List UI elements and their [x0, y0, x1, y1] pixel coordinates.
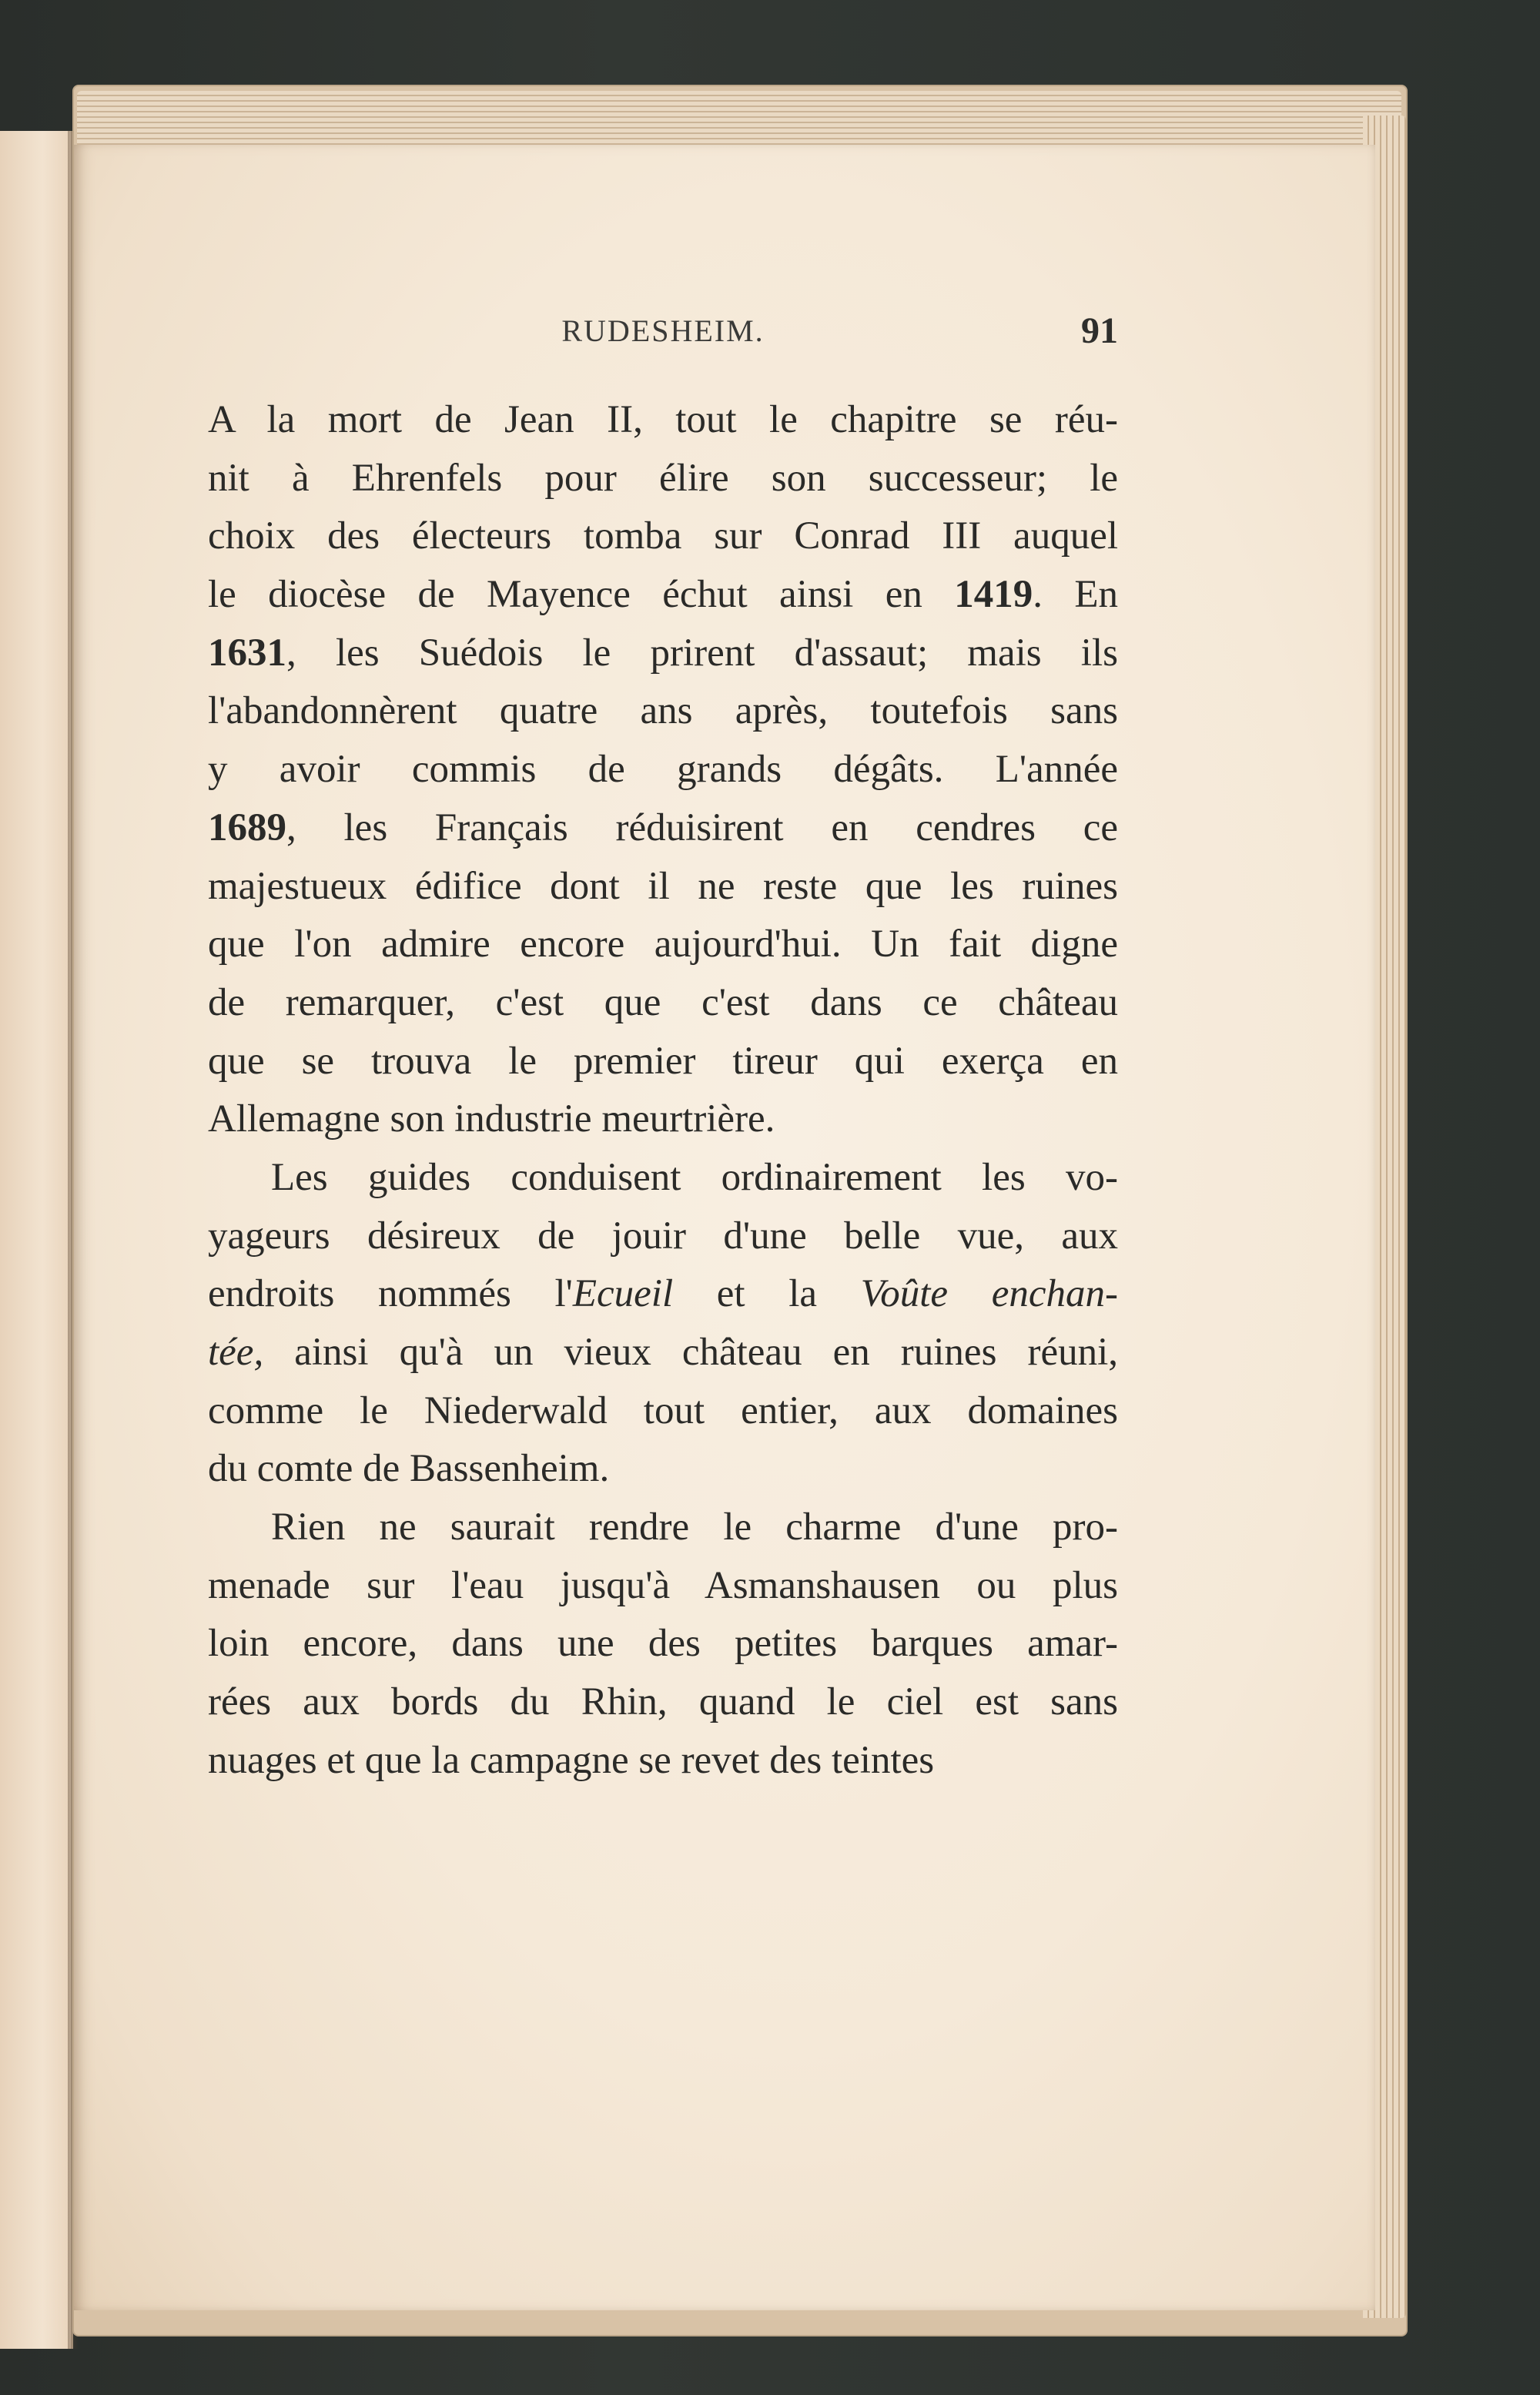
- text-line: [208, 1382, 1118, 1441]
- text-line: [208, 1615, 1118, 1673]
- text-line: [208, 741, 1118, 799]
- text-run: de remarquer, c'est que c'est dans ce château: [208, 980, 1118, 1024]
- paragraph: [208, 1499, 1118, 1790]
- text-run: endroits nommés l': [208, 1272, 573, 1316]
- text-run: Rien ne saurait rendre le charme d'une pro-: [271, 1506, 1118, 1549]
- text-line: [208, 566, 1118, 625]
- text-line: [208, 1673, 1118, 1732]
- text-line: [208, 625, 1118, 683]
- text-line: [208, 1208, 1118, 1266]
- text-run: Les guides conduisent ordinairement les vo-: [271, 1155, 1118, 1199]
- facing-page-edge: [0, 131, 73, 2349]
- text-run: Voûte enchan-: [860, 1272, 1118, 1316]
- text-run: A la mort de Jean II, tout le chapitre se réu-: [208, 398, 1118, 441]
- page-stack-top-edges: [77, 91, 1401, 152]
- text-run: rées aux bords du Rhin, quand le ciel est sans: [208, 1680, 1118, 1724]
- text-line: [208, 682, 1118, 741]
- text-run: du comte de Bassenheim.: [208, 1447, 610, 1491]
- paragraph: [208, 1149, 1118, 1499]
- text-run: menade sur l'eau jusqu'à Asmanshausen ou plus: [208, 1563, 1118, 1607]
- text-run: 1689: [208, 806, 286, 849]
- text-run: yageurs désireux de jouir d'une belle vue, aux: [208, 1214, 1118, 1258]
- text-run: . En: [1033, 573, 1118, 617]
- text-line: [208, 1265, 1118, 1324]
- text-line: [208, 1149, 1118, 1208]
- text-run: Ecueil: [572, 1272, 674, 1316]
- text-run: et la: [673, 1272, 861, 1316]
- text-run: loin encore, dans une des petites barques amar-: [208, 1622, 1118, 1666]
- text-run: nuages et que la campagne se revet des teintes: [208, 1738, 935, 1782]
- text-line: [208, 1090, 1118, 1149]
- text-run: que l'on admire encore aujourd'hui. Un fait digne: [208, 923, 1118, 966]
- text-line: [208, 858, 1118, 916]
- text-run: , les Suédois le prirent d'assaut; mais ils: [286, 631, 1118, 675]
- text-run: 1631: [208, 631, 286, 675]
- text-run: nit à Ehrenfels pour élire son successeur; le: [208, 456, 1118, 500]
- text-line: [208, 1732, 1118, 1790]
- text-line: [208, 391, 1118, 450]
- running-header: [208, 308, 1118, 354]
- page-number: 91: [1081, 310, 1118, 351]
- text-run: 1419: [954, 573, 1033, 617]
- text-line: [208, 1557, 1118, 1616]
- paragraph: [208, 391, 1118, 1149]
- text-run: , les Français réduisirent en cendres ce: [286, 806, 1118, 849]
- text-line: [208, 1499, 1118, 1557]
- text-line: [208, 507, 1118, 566]
- text-line: [208, 1033, 1118, 1091]
- text-run: ainsi qu'à un vieux château en ruines réuni,: [263, 1331, 1118, 1374]
- text-run: y avoir commis de grands dégâts. L'année: [208, 748, 1118, 792]
- text-line: [208, 974, 1118, 1033]
- body-text: [208, 391, 1118, 1790]
- text-line: [208, 1440, 1118, 1499]
- text-run: le diocèse de Mayence échut ainsi en: [208, 573, 955, 617]
- text-run: tée,: [208, 1331, 264, 1374]
- text-run: que se trouva le premier tireur qui exerça en: [208, 1039, 1118, 1083]
- text-line: [208, 916, 1118, 974]
- running-title: RUDESHEIM.: [561, 313, 765, 348]
- text-run: choix des électeurs tomba sur Conrad III auquel: [208, 514, 1118, 558]
- text-run: majestueux édifice dont il ne reste que les ruines: [208, 864, 1118, 908]
- text-run: l'abandonnèrent quatre ans après, toutefois sans: [208, 689, 1118, 733]
- text-run: comme le Niederwald tout entier, aux domaines: [208, 1388, 1118, 1432]
- text-line: [208, 450, 1118, 508]
- text-line: [208, 799, 1118, 858]
- text-run: Allemagne son industrie meurtrière.: [208, 1097, 775, 1141]
- text-line: [208, 1324, 1118, 1382]
